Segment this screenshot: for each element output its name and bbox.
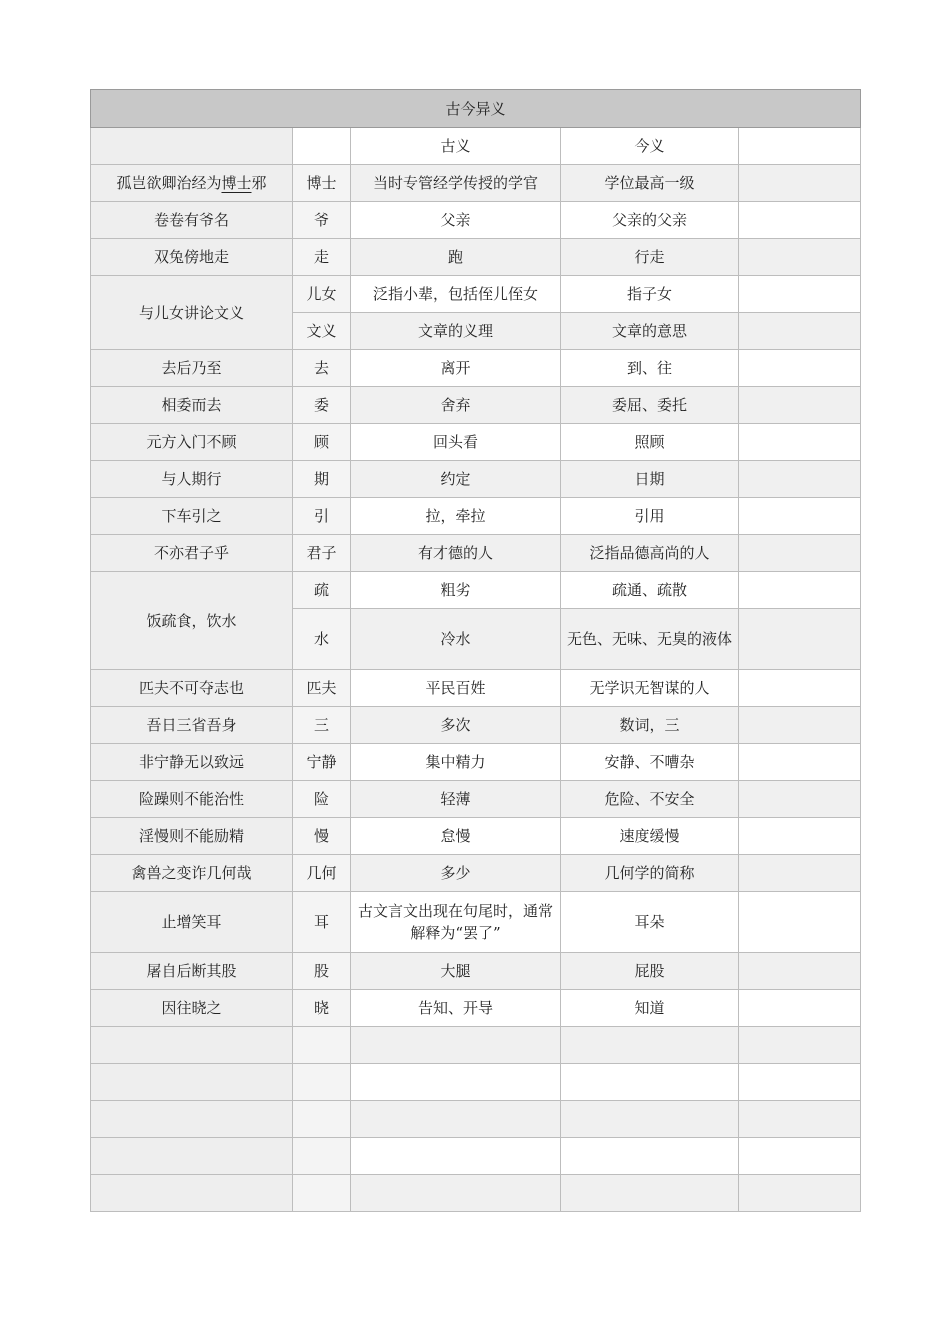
ancient-meaning-cell: 古文言文出现在句尾时，通常解释为“罢了” [351, 892, 561, 953]
modern-meaning-cell: 行走 [561, 239, 739, 276]
word-cell: 走 [293, 239, 351, 276]
extra-cell [739, 953, 861, 990]
underlined-keyword: 博士 [221, 174, 252, 192]
modern-meaning-cell: 委屈、委托 [561, 387, 739, 424]
sentence-cell: 屠自后断其股 [91, 953, 293, 990]
ancient-meaning-cell: 有才德的人 [351, 535, 561, 572]
ancient-meaning-cell: 集中精力 [351, 744, 561, 781]
modern-meaning-cell: 耳朵 [561, 892, 739, 953]
blank-cell [739, 1138, 861, 1175]
extra-cell [739, 990, 861, 1027]
extra-cell [739, 855, 861, 892]
sentence-cell: 止增笑耳 [91, 892, 293, 953]
table-row [91, 855, 861, 892]
blank-cell [91, 1175, 293, 1212]
modern-meaning-cell: 学位最高一级 [561, 165, 739, 202]
blank-cell [561, 1027, 739, 1064]
ancient-meaning-cell: 离开 [351, 350, 561, 387]
modern-meaning-cell: 日期 [561, 461, 739, 498]
modern-meaning-cell: 无色、无味、无臭的液体 [561, 609, 739, 670]
modern-meaning-cell: 引用 [561, 498, 739, 535]
ancient-meaning-cell: 怠慢 [351, 818, 561, 855]
table-row [91, 165, 861, 202]
table-row [91, 202, 861, 239]
word-cell: 文义 [293, 313, 351, 350]
extra-cell [739, 202, 861, 239]
extra-cell [739, 461, 861, 498]
extra-cell [739, 609, 861, 670]
modern-meaning-cell: 危险、不安全 [561, 781, 739, 818]
ancient-meaning-cell: 舍弃 [351, 387, 561, 424]
word-cell: 儿女 [293, 276, 351, 313]
extra-cell [739, 781, 861, 818]
sentence-cell: 不亦君子乎 [91, 535, 293, 572]
ancient-meaning-cell: 泛指小辈，包括侄儿侄女 [351, 276, 561, 313]
word-cell: 引 [293, 498, 351, 535]
ancient-modern-meaning-table [90, 89, 861, 1212]
word-cell: 顾 [293, 424, 351, 461]
ancient-meaning-cell: 文章的义理 [351, 313, 561, 350]
blank-cell [739, 1027, 861, 1064]
word-cell: 宁静 [293, 744, 351, 781]
word-cell: 去 [293, 350, 351, 387]
word-cell: 期 [293, 461, 351, 498]
table-row [91, 744, 861, 781]
table-row [91, 387, 861, 424]
word-cell: 晓 [293, 990, 351, 1027]
word-cell: 君子 [293, 535, 351, 572]
blank-row [91, 1138, 861, 1175]
ancient-meaning-cell: 平民百姓 [351, 670, 561, 707]
table-row [91, 498, 861, 535]
word-cell: 爷 [293, 202, 351, 239]
table-title-row [91, 90, 861, 128]
blank-cell [293, 1101, 351, 1138]
blank-cell [91, 1027, 293, 1064]
sentence-cell: 双兔傍地走 [91, 239, 293, 276]
modern-meaning-cell: 几何学的简称 [561, 855, 739, 892]
ancient-meaning-cell: 多少 [351, 855, 561, 892]
blank-cell [351, 1064, 561, 1101]
blank-cell [351, 1027, 561, 1064]
modern-meaning-cell: 到、往 [561, 350, 739, 387]
blank-cell [91, 1138, 293, 1175]
table-row [91, 461, 861, 498]
extra-cell [739, 165, 861, 202]
blank-cell [293, 1175, 351, 1212]
modern-meaning-cell: 知道 [561, 990, 739, 1027]
word-cell: 险 [293, 781, 351, 818]
ancient-meaning-cell: 回头看 [351, 424, 561, 461]
ancient-meaning-cell: 轻薄 [351, 781, 561, 818]
extra-cell [739, 892, 861, 953]
table-row [91, 953, 861, 990]
blank-cell [91, 1101, 293, 1138]
ancient-meaning-cell: 父亲 [351, 202, 561, 239]
ancient-meaning-cell: 约定 [351, 461, 561, 498]
word-cell: 疏 [293, 572, 351, 609]
header-ancient-meaning: 古义 [351, 128, 561, 165]
modern-meaning-cell: 速度缓慢 [561, 818, 739, 855]
modern-meaning-cell: 指子女 [561, 276, 739, 313]
extra-cell [739, 707, 861, 744]
extra-cell [739, 387, 861, 424]
ancient-meaning-cell: 大腿 [351, 953, 561, 990]
table-row [91, 239, 861, 276]
word-cell: 博士 [293, 165, 351, 202]
word-cell: 股 [293, 953, 351, 990]
extra-cell [739, 498, 861, 535]
word-cell: 水 [293, 609, 351, 670]
sentence-cell: 去后乃至 [91, 350, 293, 387]
word-cell: 耳 [293, 892, 351, 953]
sentence-text: 孤岂欲卿治经为博士邪 [116, 174, 267, 192]
header-sentence-cell [91, 128, 293, 165]
blank-cell [561, 1175, 739, 1212]
blank-cell [561, 1101, 739, 1138]
table-row [91, 707, 861, 744]
table-row [91, 350, 861, 387]
blank-row [91, 1175, 861, 1212]
sentence-cell: 匹夫不可夺志也 [91, 670, 293, 707]
sentence-cell: 禽兽之变诈几何哉 [91, 855, 293, 892]
table-row [91, 781, 861, 818]
modern-meaning-cell: 照顾 [561, 424, 739, 461]
extra-cell [739, 572, 861, 609]
word-cell: 委 [293, 387, 351, 424]
ancient-meaning-cell: 拉，牵拉 [351, 498, 561, 535]
table-row [91, 990, 861, 1027]
blank-cell [293, 1064, 351, 1101]
sentence-cell: 因往晓之 [91, 990, 293, 1027]
sentence-cell: 与儿女讲论文义 [91, 276, 293, 350]
table-row [91, 535, 861, 572]
modern-meaning-cell: 安静、不嘈杂 [561, 744, 739, 781]
sentence-cell: 非宁静无以致远 [91, 744, 293, 781]
table-row [91, 818, 861, 855]
sentence-cell: 饭疏食，饮水 [91, 572, 293, 670]
extra-cell [739, 744, 861, 781]
modern-meaning-cell: 疏通、疏散 [561, 572, 739, 609]
blank-cell [739, 1064, 861, 1101]
blank-cell [351, 1138, 561, 1175]
sentence-cell: 相委而去 [91, 387, 293, 424]
header-extra-cell [739, 128, 861, 165]
extra-cell [739, 313, 861, 350]
table-row [91, 572, 861, 609]
blank-cell [561, 1138, 739, 1175]
sentence-cell: 淫慢则不能励精 [91, 818, 293, 855]
extra-cell [739, 535, 861, 572]
header-modern-meaning: 今义 [561, 128, 739, 165]
ancient-meaning-cell: 粗劣 [351, 572, 561, 609]
table-row [91, 276, 861, 313]
table-row [91, 670, 861, 707]
ancient-meaning-cell: 当时专管经学传授的学官 [351, 165, 561, 202]
ancient-meaning-cell: 多次 [351, 707, 561, 744]
blank-cell [351, 1175, 561, 1212]
sentence-cell: 吾日三省吾身 [91, 707, 293, 744]
modern-meaning-cell: 泛指品德高尚的人 [561, 535, 739, 572]
sentence-cell: 卷卷有爷名 [91, 202, 293, 239]
modern-meaning-cell: 文章的意思 [561, 313, 739, 350]
sentence-cell: 下车引之 [91, 498, 293, 535]
blank-cell [293, 1027, 351, 1064]
table-row [91, 892, 861, 953]
extra-cell [739, 350, 861, 387]
extra-cell [739, 276, 861, 313]
table-header-row [91, 128, 861, 165]
modern-meaning-cell: 屁股 [561, 953, 739, 990]
blank-row [91, 1027, 861, 1064]
sentence-cell: 元方入门不顾 [91, 424, 293, 461]
blank-cell [561, 1064, 739, 1101]
table-title: 古今异义 [91, 90, 861, 128]
header-word-cell [293, 128, 351, 165]
extra-cell [739, 424, 861, 461]
sentence-cell [91, 165, 293, 202]
blank-cell [91, 1064, 293, 1101]
blank-row [91, 1101, 861, 1138]
modern-meaning-cell: 数词，三 [561, 707, 739, 744]
blank-cell [739, 1101, 861, 1138]
modern-meaning-cell: 父亲的父亲 [561, 202, 739, 239]
extra-cell [739, 818, 861, 855]
sentence-cell: 险躁则不能治性 [91, 781, 293, 818]
word-cell: 慢 [293, 818, 351, 855]
extra-cell [739, 670, 861, 707]
word-cell: 三 [293, 707, 351, 744]
ancient-meaning-cell: 冷水 [351, 609, 561, 670]
sentence-cell: 与人期行 [91, 461, 293, 498]
ancient-meaning-cell: 跑 [351, 239, 561, 276]
word-cell: 匹夫 [293, 670, 351, 707]
blank-row [91, 1064, 861, 1101]
table-row [91, 424, 861, 461]
modern-meaning-cell: 无学识无智谋的人 [561, 670, 739, 707]
blank-cell [739, 1175, 861, 1212]
blank-cell [351, 1101, 561, 1138]
ancient-meaning-cell: 告知、开导 [351, 990, 561, 1027]
blank-cell [293, 1138, 351, 1175]
extra-cell [739, 239, 861, 276]
word-cell: 几何 [293, 855, 351, 892]
